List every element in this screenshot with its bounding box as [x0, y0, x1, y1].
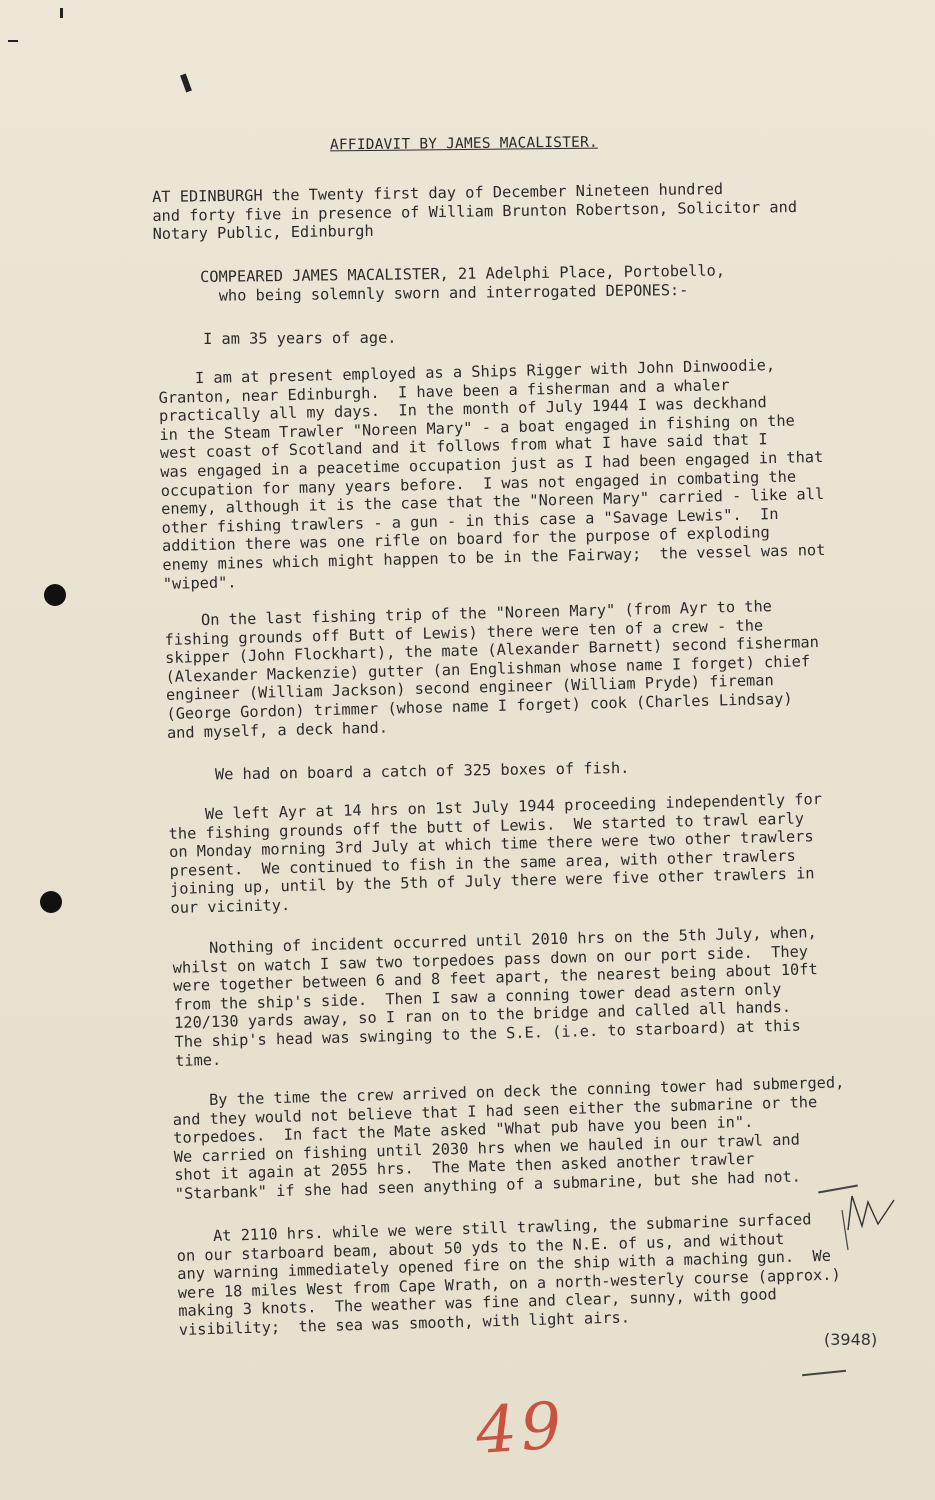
- paragraph-departure: We left Ayr at 14 hrs on 1st July 1944 proceeding independently for the fishing grounds off the butt of Lewis. We started to trawl early on Monday morning 3rd July at which time there were two other trawlers present. We continued to fish in the same area, with other trawlers joining up, until by the 5th of July there were five other trawlers in our vicinity.: [168, 790, 823, 917]
- margin-mark: [60, 8, 63, 18]
- punch-hole-top: [44, 584, 66, 606]
- document-reference-number: (3948): [824, 1330, 878, 1349]
- paragraph-torpedoes: Nothing of incident occurred until 2010 hrs on the 5th July, when, whilst on watch I saw two torpedoes pass down on our port side. They were together between 6 and 8 feet apart, the nearest being about 10ft from the ship's side. Then I saw a conning tower dead astern only 120/130 yards away, so I ran on to the bridge and called all hands. The ship's head was swinging to the S.E. (i.e. to starboard) at this time.: [172, 923, 818, 1070]
- document-title: AFFIDAVIT BY JAMES MACALISTER.: [329, 134, 598, 154]
- margin-mark: [8, 40, 18, 42]
- punch-hole-bottom: [40, 891, 62, 913]
- paragraph-employment: I am at present employed as a Ships Rigger with John Dinwoodie, Granton, near Edinburgh. I have been a fisherman and a whaler practically all my days. In the month of July 1944 I was deckhand in the Steam Trawler "Noreen Mary" - a boat engaged in fishing on the west coast of Scotland and it follows from what I have said that I was engaged in a peacetime occupation just as I had been engaged in that occupation for many years before. I was not engaged in combating the enemy, although it is the case that the "Noreen Mary" carried - like all other fishing trawlers - a gun - in this case a "Savage Lewis". In addition there was one rifle on board for the purpose of exploding enemy mines which might happen to be in the Fairway; the vessel was not "wiped".: [158, 356, 826, 593]
- handwritten-stroke: [802, 1370, 846, 1376]
- paragraph-conning-tower: By the time the crew arrived on deck the conning tower had submerged, and they would not believe that I had seen either the submarine or the torpedoes. In fact the Mate asked "What pub have you been in". We carried on fishing until 2030 hrs when we hauled in our trawl and shot it again at 2055 hrs. The Mate then asked another trawler "Starbank" if she had seen anything of a submarine, but she had not.: [172, 1073, 845, 1203]
- paragraph-age: I am 35 years of age.: [203, 328, 397, 348]
- handwritten-margin-mark: [838, 1190, 898, 1250]
- paragraph-compeared: COMPEARED JAMES MACALISTER, 21 Adelphi Place, Portobello, who being solemnly sworn and interrogated DEPONES:-: [200, 261, 726, 305]
- handwritten-page-number: 49: [473, 1388, 568, 1470]
- paragraph-catch: We had on board a catch of 325 boxes of fish.: [178, 758, 630, 784]
- margin-mark: [180, 74, 192, 93]
- paragraph-preamble: AT EDINBURGH the Twenty first day of December Nineteen hundred and forty five in presence of William Brunton Robertson, Solicitor and Notary Public, Edinburgh: [152, 180, 798, 244]
- paragraph-crew: On the last fishing trip of the "Noreen Mary" (from Ayr to the fishing grounds off Butt of Lewis) there were ten of a crew - the skipper (John Flockhart), the mate (Alexander Barnett) second fisherman (Alexander Mackenzie) gutter (an Englishman whose name I forget) chief engineer (William Jackson) second engineer (William Pryde) fireman (George Gordon) trimmer (whose name I forget) cook (Charles Lindsay) and myself, a deck hand.: [164, 597, 820, 742]
- paragraph-attack: At 2110 hrs. while we were still trawling, the submarine surfaced on our starboard beam, about 50 yds to the N.E. of us, and without any warning immediately opened fire on the ship with a maching gun. We were 18 miles West from Cape Wrath, on a north-westerly course (approx.) making 3 knots. The weather was fine and clear, sunny, with good visibility; the sea was smooth, with light airs.: [176, 1210, 841, 1339]
